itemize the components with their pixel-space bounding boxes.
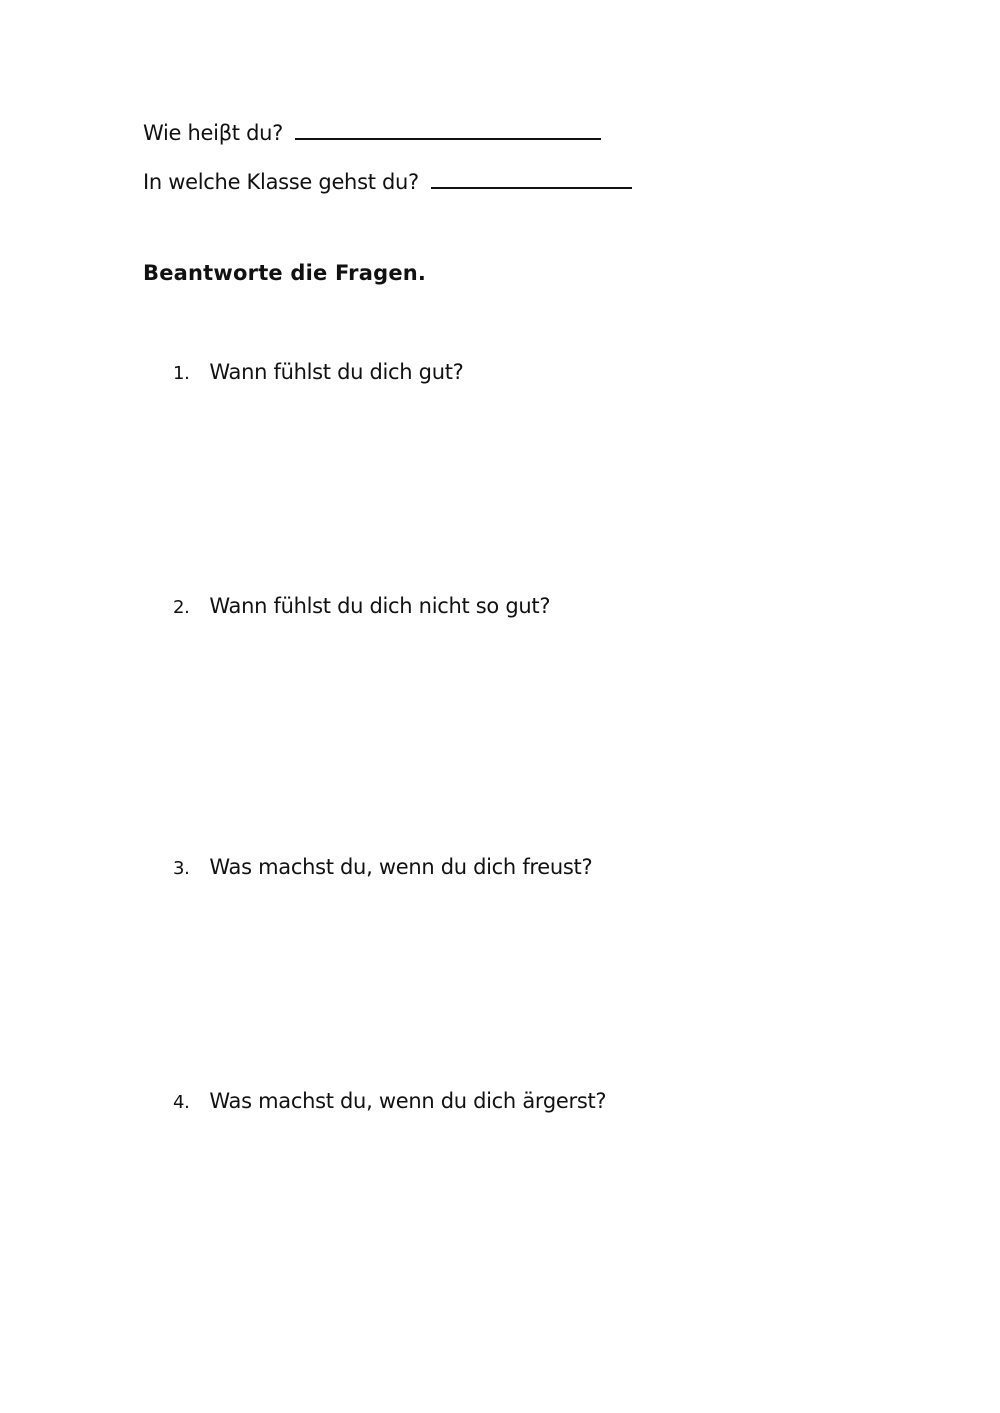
- name-answer-blank[interactable]: [295, 120, 601, 140]
- name-prompt: Wie heiβt du?: [143, 121, 283, 145]
- question-text: Was machst du, wenn du dich ärgerst?: [209, 1089, 607, 1113]
- question-text: Wann fühlst du dich nicht so gut?: [209, 594, 551, 618]
- question-number: 3.: [173, 858, 190, 879]
- question-number: 1.: [173, 363, 190, 384]
- question-item: [173, 360, 464, 384]
- question-number: 2.: [173, 597, 190, 618]
- question-text: Was machst du, wenn du dich freust?: [209, 855, 593, 879]
- name-field-row: [143, 120, 601, 145]
- class-answer-blank[interactable]: [431, 169, 632, 189]
- class-prompt: In welche Klasse gehst du?: [143, 170, 419, 194]
- question-number: 4.: [173, 1092, 190, 1113]
- question-item: [173, 594, 550, 618]
- instruction-heading: Beantworte die Fragen.: [143, 261, 427, 285]
- class-field-row: [143, 169, 632, 194]
- question-text: Wann fühlst du dich gut?: [209, 360, 464, 384]
- question-item: [173, 1089, 606, 1113]
- question-item: [173, 855, 592, 879]
